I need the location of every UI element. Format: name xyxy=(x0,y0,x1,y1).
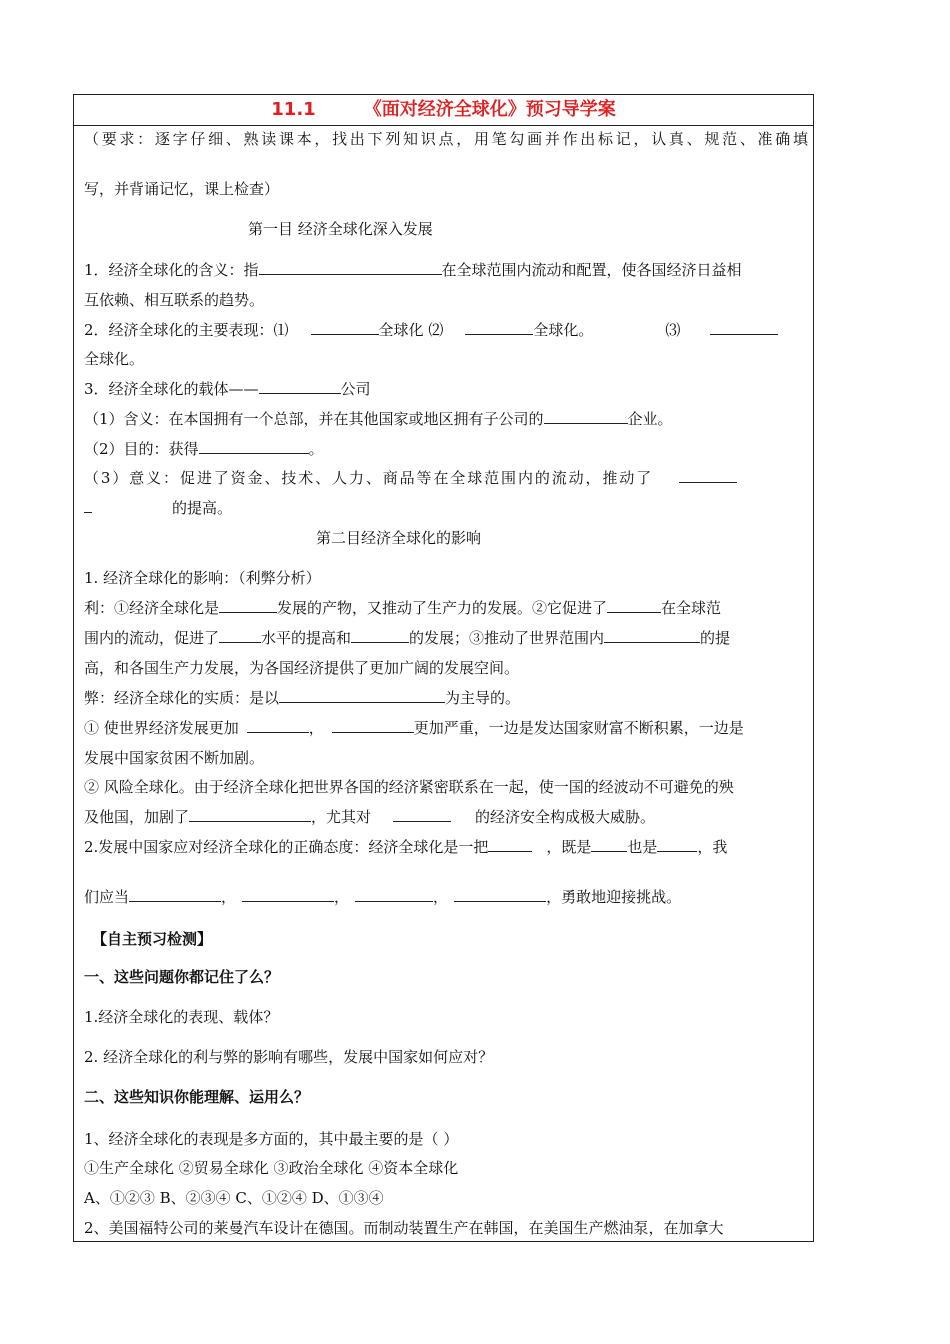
q3-2: （2）目的：获得 。 xyxy=(84,440,324,458)
question-2: 2. 经济全球化的利与弊的影响有哪些，发展中国家如何应对？ xyxy=(84,1048,494,1066)
benefit-line-1: 利：①经济全球化是 发展的产物，又推动了生产力的发展。②它促进了 在全球范 xyxy=(84,599,722,617)
q2-line-2: 全球化。 xyxy=(84,350,145,368)
drawback-2-line-2: 及他国，加剧了 ，尤其对 的经济安全构成极大威胁。 xyxy=(84,808,656,826)
selftest-heading: 【自主预习检测】 xyxy=(92,930,213,948)
q2-line-1: 2．经济全球化的主要表现：⑴ 全球化 ⑵ 全球化。 ⑶ xyxy=(84,320,808,340)
q3-3-line-2: 的提高。 xyxy=(84,498,808,518)
q3-3-line-1: （3）意义：促进了资金、技术、人力、商品等在全球范围内的流动，推动了 xyxy=(84,468,808,488)
question-1: 1.经济全球化的表现、载体？ xyxy=(84,1008,279,1026)
intro-line-2: 写，并背诵记忆，课上检查） xyxy=(84,180,280,198)
benefit-line-3: 高，和各国生产力发展，为各国经济提供了更加广阔的发展空间。 xyxy=(84,659,520,677)
mc-1-options: ①生产全球化 ②贸易全球化 ③政治全球化 ④资本全球化 xyxy=(84,1159,459,1177)
document-title: 11.1 《面对经济全球化》预习导学案 xyxy=(271,99,616,120)
part2-heading: 二、这些知识你能理解、运用么？ xyxy=(84,1088,310,1106)
attitude-line-2: 们应当 ， ， ， ，勇敢地迎接挑战。 xyxy=(84,888,682,906)
drawback-2-line-1: ② 风险全球化。由于经济全球化把世界各国的经济紧密联系在一起，使一国的经波动不可避免的殃 xyxy=(84,778,734,796)
mc-1-question: 1、经济全球化的表现是多方面的，其中最主要的是（ ） xyxy=(84,1130,459,1148)
mc-1-choices: A、①②③ B、②③④ C、①②④ D、①③④ xyxy=(84,1189,384,1207)
intro-line-1: （要求：逐字仔细、熟读课本，找出下列知识点，用笔勾画并作出标记，认真、规范、准确填 xyxy=(84,130,808,148)
drawback-1-line-2: 发展中国家贫困不断加剧。 xyxy=(84,749,265,767)
benefit-line-2: 围内的流动，促进了 水平的提高和 的发展；③推动了世界范围内 的提 xyxy=(84,629,731,647)
q3-line: 3．经济全球化的载体—— 公司 xyxy=(84,380,371,398)
mc-2-question: 2、美国福特公司的莱曼汽车设计在德国。而制动装置生产在韩国，在美国生产燃油泵，在加拿大 xyxy=(84,1219,724,1237)
q1-line-1: 1．经济全球化的含义：指 在全球范围内流动和配置，使各国经济日益相 xyxy=(84,261,742,279)
section1-heading: 第一目 经济全球化深入发展 xyxy=(248,220,433,238)
section2-heading: 第二目经济全球化的影响 xyxy=(316,529,482,547)
title-row xyxy=(74,95,813,126)
q1-line-2: 互依赖、相互联系的趋势。 xyxy=(84,291,265,309)
impact-intro: 1. 经济全球化的影响：（利弊分析） xyxy=(84,569,321,587)
drawback-essence: 弊：经济全球化的实质：是以 为主导的。 xyxy=(84,689,521,707)
attitude-line-1: 2.发展中国家应对经济全球化的正确态度：经济全球化是一把 ，既是 也是 ，我 xyxy=(84,838,728,856)
part1-heading: 一、这些问题你都记住了么？ xyxy=(84,968,280,986)
drawback-1-line-1: ① 使世界经济发展更加 ， 更加严重，一边是发达国家财富不断积累，一边是 xyxy=(84,719,744,737)
q3-1: （1）含义：在本国拥有一个总部，并在其他国家或地区拥有子公司的 企业。 xyxy=(84,410,673,428)
